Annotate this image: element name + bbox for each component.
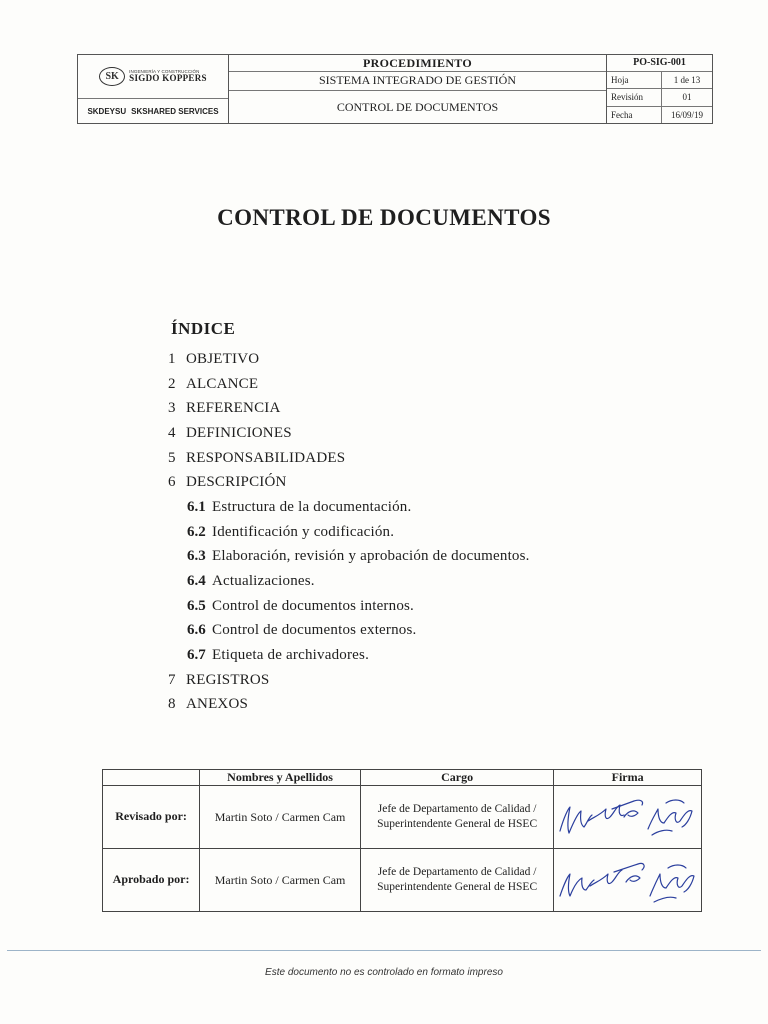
header-meta xyxy=(607,55,712,123)
signature-revisado xyxy=(554,786,702,849)
meta-label: Revisión xyxy=(607,89,662,105)
index-list xyxy=(168,347,530,717)
company-logo xyxy=(78,55,228,99)
approval-row-revisado xyxy=(103,786,702,849)
handwritten-signature xyxy=(554,787,699,847)
handwritten-signature xyxy=(554,850,699,910)
system-name: SISTEMA INTEGRADO DE GESTIÓN xyxy=(229,72,606,91)
index-item: 2 ALCANCE xyxy=(168,375,259,392)
brand-logos xyxy=(78,99,228,123)
approval-header-cargo: Cargo xyxy=(361,770,554,786)
index-item: 8 ANEXOS xyxy=(168,696,249,713)
footer-divider xyxy=(7,950,761,951)
index-item: 4 DEFINICIONES xyxy=(168,424,292,441)
row-name: Martin Soto / Carmen Cam xyxy=(200,849,361,912)
approval-header-firma: Firma xyxy=(554,770,702,786)
index-item: 7 REGISTROS xyxy=(168,671,270,688)
header-doc-name: CONTROL DE DOCUMENTOS xyxy=(336,99,499,114)
row-label: Aprobado por: xyxy=(103,849,200,912)
approval-header-row xyxy=(103,770,702,786)
index-subitem: 6.1 Estructura de la documentación. xyxy=(187,498,412,515)
index-subitem: 6.4 Actualizaciones. xyxy=(187,573,315,590)
meta-label: Fecha xyxy=(607,107,662,123)
row-cargo: Jefe de Departamento de Calidad / Superintendente General de HSEC xyxy=(361,849,554,912)
logo-subtitle: INGENIERÍA Y CONSTRUCCIÓN xyxy=(129,68,200,74)
row-label: Revisado por: xyxy=(103,786,200,849)
index-item: 1 OBJETIVO xyxy=(168,350,260,367)
index-item: 5 RESPONSABILIDADES xyxy=(168,449,346,466)
document-title: CONTROL DE DOCUMENTOS xyxy=(217,205,551,230)
row-name: Martin Soto / Carmen Cam xyxy=(200,786,361,849)
approval-header-name: Nombres y Apellidos xyxy=(200,770,361,786)
meta-label: Hoja xyxy=(607,72,662,88)
doc-code: PO-SIG-001 xyxy=(607,55,712,72)
footer-note: Este documento no es controlado en formato impreso xyxy=(265,967,503,978)
company-logo-block xyxy=(78,55,229,123)
index-subitem: 6.7 Etiqueta de archivadores. xyxy=(187,647,370,664)
meta-value: 01 xyxy=(682,92,692,103)
sk-logo-mark: SK xyxy=(99,67,125,86)
approval-row-aprobado xyxy=(103,849,702,912)
doc-type: PROCEDIMIENTO xyxy=(229,55,606,72)
index-subitem: 6.3 Elaboración, revisión y aprobación de documentos. xyxy=(187,548,530,565)
index-item: 3 REFERENCIA xyxy=(168,400,281,417)
index-subitem: 6.2 Identificación y codificación. xyxy=(187,523,395,540)
meta-value: 1 de 13 xyxy=(673,75,701,86)
index-subitem: 6.5 Control de documentos internos. xyxy=(187,597,415,614)
document-header xyxy=(77,54,713,124)
logo-company-name: SIGDO KOPPERS xyxy=(129,73,207,84)
brand-skdeysu: SKDEYSU xyxy=(87,106,127,116)
index-heading: ÍNDICE xyxy=(171,319,236,338)
meta-row-hoja xyxy=(607,72,712,89)
meta-value: 16/09/19 xyxy=(670,109,703,120)
header-titles xyxy=(229,55,607,123)
signature-aprobado xyxy=(554,849,702,912)
approval-header-blank xyxy=(103,770,200,786)
index-subitem: 6.6 Control de documentos externos. xyxy=(187,622,417,639)
index-item: 6 DESCRIPCIÓN xyxy=(168,474,287,491)
approval-table xyxy=(102,769,702,912)
brand-skshared: SKSHARED SERVICES xyxy=(131,106,219,116)
meta-row-revision xyxy=(607,89,712,106)
row-cargo: Jefe de Departamento de Calidad / Superintendente General de HSEC xyxy=(361,786,554,849)
meta-row-fecha xyxy=(607,107,712,123)
